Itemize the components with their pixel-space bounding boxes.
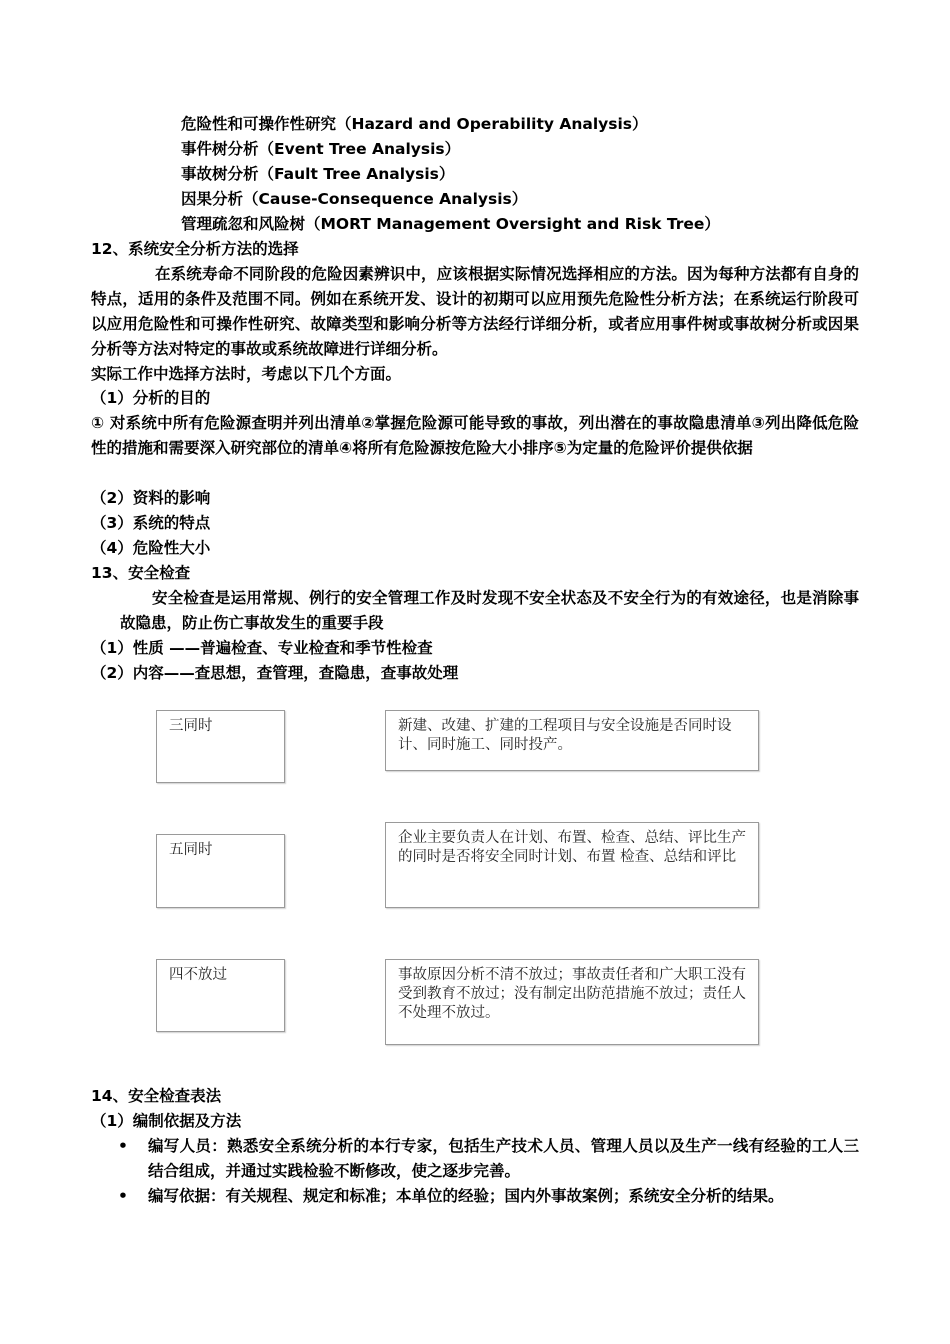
method-cca: 因果分析（Cause-Consequence Analysis） bbox=[181, 190, 528, 208]
section-13-item-2: （2）内容——查思想，查管理，查隐患，查事故处理 bbox=[91, 664, 459, 682]
section-14-heading: 14、安全检查表法 bbox=[91, 1087, 222, 1105]
section-12-item-3: （3）系统的特点 bbox=[91, 514, 211, 532]
section-12-paragraph: 在系统寿命不同阶段的危险因素辨识中，应该根据实际情况选择相应的方法。因为每种方法都有自身的特点，适用的条件及范围不同。例如在系统开发、设计的初期可以应用预先危险性分析方法；在系统运行阶段可以应用危险性和可操作性研究、故障类型和影响分析等方法经行详细分析，或者应用事件树或事故树分析或因果分析等方法对特定的事故或系统故障进行详细分析。 bbox=[91, 265, 859, 358]
section-12-item-2: （2）资料的影响 bbox=[91, 489, 211, 507]
section-12-item-1: （1）分析的目的 bbox=[91, 389, 211, 407]
method-fta: 事故树分析（Fault Tree Analysis） bbox=[181, 165, 455, 183]
bullet-icon: • bbox=[118, 1137, 128, 1155]
bullet-item-authors: 编写人员：熟悉安全系统分析的本行专家，包括生产技术人员、管理人员以及生产一线有经验的工人三结合组成，并通过实践检验不断修改，使之逐步完善。 bbox=[148, 1137, 859, 1180]
label-box-five-simultaneous: 五同时 bbox=[156, 834, 285, 908]
section-12-item-1-detail: ① 对系统中所有危险源查明并列出清单②掌握危险源可能导致的事故，列出潜在的事故隐患清单③列出降低危险性的措施和需要深入研究部位的清单④将所有危险源按危险大小排序⑤为定量的危险评价提供依据 bbox=[91, 414, 859, 457]
section-12-item-4: （4）危险性大小 bbox=[91, 539, 211, 557]
desc-box-three-simultaneous: 新建、改建、扩建的工程项目与安全设施是否同时设计、同时施工、同时投产。 bbox=[385, 710, 759, 771]
label-box-four-no-pass: 四不放过 bbox=[156, 959, 285, 1032]
method-eta: 事件树分析（Event Tree Analysis） bbox=[181, 140, 461, 158]
method-hazop: 危险性和可操作性研究（Hazard and Operability Analysis） bbox=[181, 115, 648, 133]
section-12-heading: 12、系统安全分析方法的选择 bbox=[91, 240, 299, 258]
section-13-paragraph: 安全检查是运用常规、例行的安全管理工作及时发现不安全状态及不安全行为的有效途径，也是消除事故隐患，防止伤亡事故发生的重要手段 bbox=[120, 589, 859, 632]
section-13-heading: 13、安全检查 bbox=[91, 564, 191, 582]
bullet-icon: • bbox=[118, 1187, 128, 1205]
section-12-consider: 实际工作中选择方法时，考虑以下几个方面。 bbox=[91, 365, 402, 383]
method-mort: 管理疏忽和风险树（MORT Management Oversight and Risk Tree） bbox=[181, 215, 720, 233]
desc-box-four-no-pass: 事故原因分析不清不放过；事故责任者和广大职工没有受到教育不放过；没有制定出防范措施不放过；责任人不处理不放过。 bbox=[385, 959, 759, 1045]
desc-box-five-simultaneous: 企业主要负责人在计划、布置、检查、总结、评比生产的同时是否将安全同时计划、布置 检查、总结和评比 bbox=[385, 822, 759, 908]
section-14-item-1: （1）编制依据及方法 bbox=[91, 1112, 242, 1130]
label-box-three-simultaneous: 三同时 bbox=[156, 710, 285, 783]
bullet-item-basis: 编写依据：有关规程、规定和标准；本单位的经验；国内外事故案例；系统安全分析的结果。 bbox=[148, 1187, 784, 1205]
section-13-item-1: （1）性质 ——普遍检查、专业检查和季节性检查 bbox=[91, 639, 433, 657]
